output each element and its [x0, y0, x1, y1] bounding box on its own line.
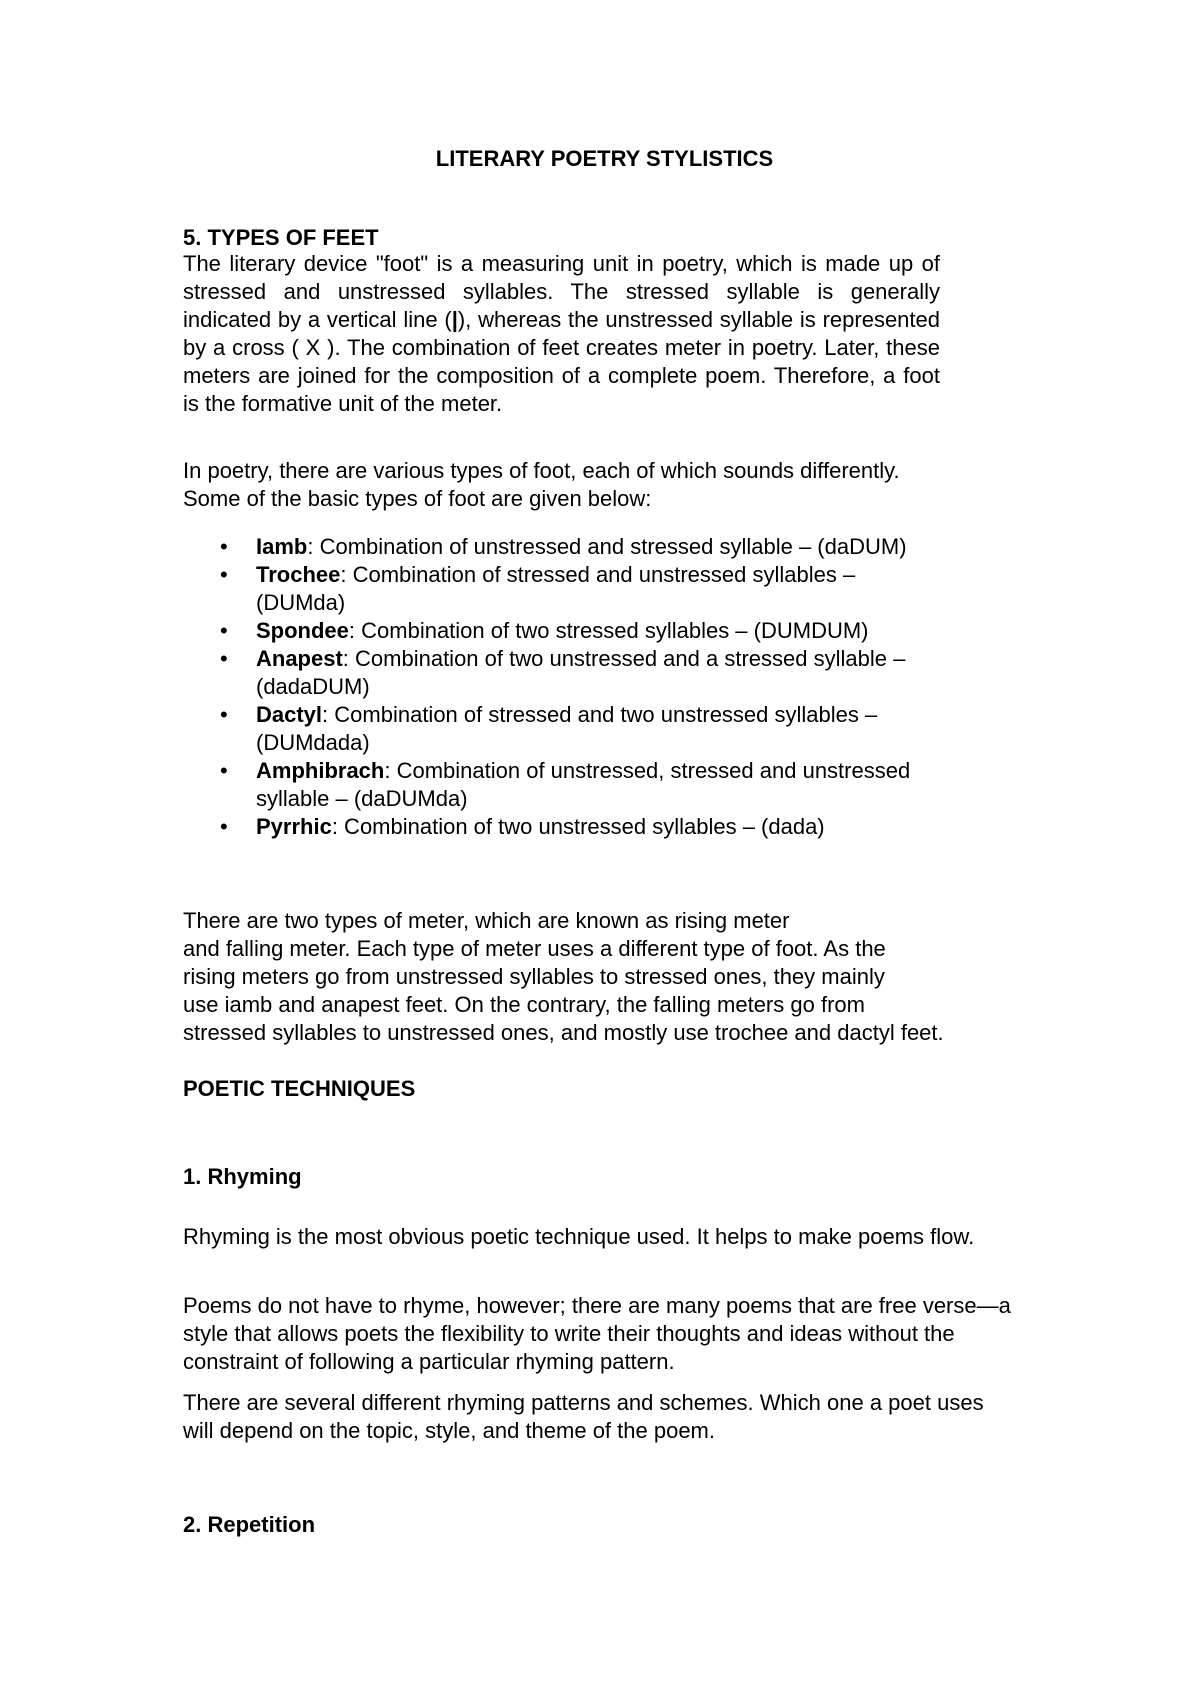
meter-paragraph — [183, 907, 1026, 1047]
foot-desc: : Combination of two unstressed and a stressed syllable – (dadaDUM) — [256, 646, 906, 699]
foot-desc: : Combination of unstressed, stressed and unstressed syllable – (daDUMda) — [256, 758, 911, 811]
bullet: • — [220, 562, 228, 587]
foot-desc: : Combination of unstressed and stressed syllable – (daDUM) — [307, 534, 907, 559]
list-item-spondee — [183, 617, 943, 645]
foot-name: Dactyl — [256, 702, 323, 727]
list-item-amphibrach — [183, 757, 943, 813]
feet-list — [183, 533, 943, 841]
rhyming-paragraph-2: Poems do not have to rhyme, however; there are many poems that are free verse—a style that allows poets the flexibility to write their thoughts and ideas without the constraint of following a particular rhyming pattern. — [183, 1293, 1011, 1374]
intro-text-part2: ), whereas the unstressed syllable is represented by a cross ( X ). The combination of feet creates meter in poetry. Later, these meters are joined for the composition of a complete poem. Therefore, a foot is the formative unit of the meter. — [183, 307, 940, 416]
foot-desc: : Combination of two unstressed syllables – (dada) — [331, 814, 825, 839]
types-intro-line-1: In poetry, there are various types of foot, each of which sounds differently. — [183, 458, 900, 483]
foot-name: Amphibrach — [256, 758, 385, 783]
meter-line: rising meters go from unstressed syllables to stressed ones, they mainly — [183, 964, 885, 989]
intro-text-part1: The literary device "foot" is a measuring unit in poetry, which is made up of stressed and unstressed syllables. The stressed syllable is generally indicated by a vertical line ( — [183, 251, 940, 332]
rhyming-paragraph-3: There are several different rhyming patterns and schemes. Which one a poet uses will depend on the topic, style, and theme of the poem. — [183, 1390, 984, 1443]
subheading-rhyming: 1. Rhyming — [183, 1164, 302, 1189]
foot-name: Iamb — [256, 534, 308, 559]
vertical-line-symbol: | — [451, 307, 458, 332]
bullet: • — [220, 758, 228, 783]
bullet: • — [220, 618, 228, 643]
list-item-trochee — [183, 561, 943, 617]
bullet: • — [220, 814, 228, 839]
foot-desc: : Combination of stressed and unstressed syllables – (DUMda) — [256, 562, 856, 615]
foot-name: Anapest — [256, 646, 343, 671]
bullet: • — [220, 702, 228, 727]
bullet: • — [220, 646, 228, 671]
rhyming-paragraph-1: Rhyming is the most obvious poetic technique used. It helps to make poems flow. — [183, 1224, 975, 1249]
subheading-repetition: 2. Repetition — [183, 1512, 316, 1537]
foot-desc: : Combination of stressed and two unstressed syllables – (DUMdada) — [256, 702, 878, 755]
section-heading-poetic-techniques: POETIC TECHNIQUES — [183, 1076, 416, 1101]
meter-line: stressed syllables to unstressed ones, and mostly use trochee and dactyl feet. — [183, 1020, 944, 1045]
list-item-pyrrhic — [183, 813, 943, 841]
list-item-anapest — [183, 645, 943, 701]
section-heading-types-of-feet: 5. TYPES OF FEET — [183, 225, 379, 250]
foot-name: Spondee — [256, 618, 349, 643]
foot-name: Trochee — [256, 562, 341, 587]
list-item-dactyl — [183, 701, 943, 757]
meter-line: and falling meter. Each type of meter uses a different type of foot. As the — [183, 936, 886, 961]
foot-desc: : Combination of two stressed syllables – (DUMDUM) — [348, 618, 869, 643]
meter-line: There are two types of meter, which are known as rising meter — [183, 908, 790, 933]
list-item-iamb — [183, 533, 943, 561]
bullet: • — [220, 534, 228, 559]
foot-name: Pyrrhic — [256, 814, 332, 839]
types-intro-line-2: Some of the basic types of foot are given below: — [183, 486, 652, 511]
feet-intro-paragraph — [183, 250, 940, 418]
meter-line: use iamb and anapest feet. On the contrary, the falling meters go from — [183, 992, 865, 1017]
document-title: LITERARY POETRY STYLISTICS — [435, 146, 774, 171]
feet-types-intro — [183, 457, 1026, 513]
